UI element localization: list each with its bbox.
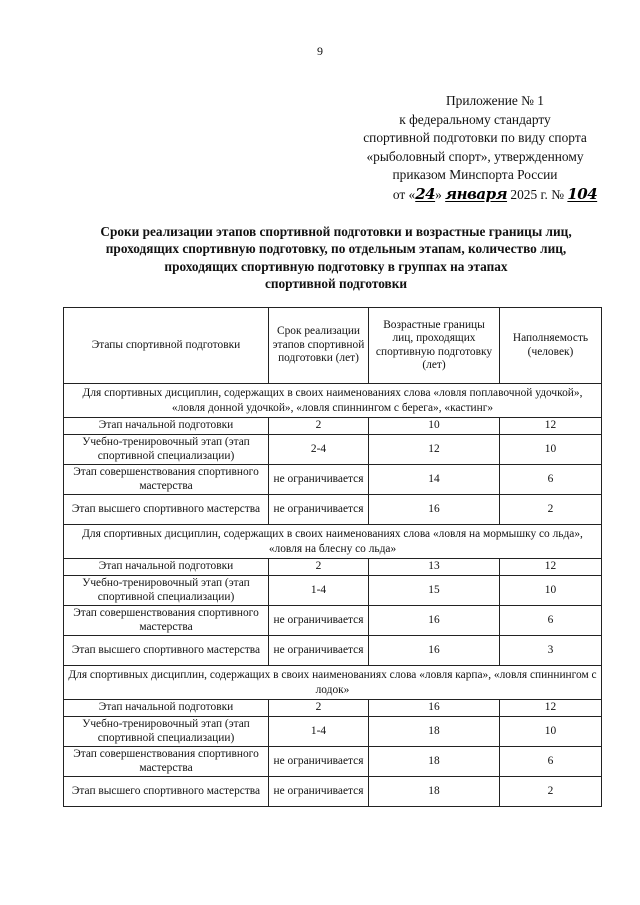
table-row: [64, 576, 602, 606]
age-cell: 16: [369, 495, 500, 525]
header-term: Срок реализации этапов спортивной подготовки (лет): [269, 308, 369, 384]
table-row: [64, 465, 602, 495]
size-cell: 2: [500, 777, 602, 807]
age-cell: 18: [369, 747, 500, 777]
stage-cell: Этап совершенствования спортивного мастерства: [64, 465, 269, 495]
term-cell: 1-4: [269, 717, 369, 747]
size-cell: 6: [500, 606, 602, 636]
section-heading-row: [64, 666, 602, 700]
handwritten-day: 24: [415, 184, 436, 203]
header-stage: Этапы спортивной подготовки: [64, 308, 269, 384]
size-cell: 6: [500, 747, 602, 777]
appendix-line: «рыболовный спорт», утвержденному: [366, 148, 584, 164]
title-line: проходящих спортивную подготовку в группах на этапах: [164, 258, 508, 274]
size-cell: 3: [500, 636, 602, 666]
handwritten-month: января: [445, 184, 508, 203]
stage-cell: Учебно-тренировочный этап (этап спортивной специализации): [64, 717, 269, 747]
section-heading-row: [64, 525, 602, 559]
table-row: [64, 777, 602, 807]
date-mid: »: [435, 186, 442, 202]
size-cell: 12: [500, 418, 602, 435]
stage-cell: Этап высшего спортивного мастерства: [64, 777, 269, 807]
age-cell: 13: [369, 559, 500, 576]
term-cell: 2: [269, 418, 369, 435]
appendix-line: спортивной подготовки по виду спорта: [363, 130, 587, 145]
size-cell: 12: [500, 559, 602, 576]
section-heading-row: [64, 384, 602, 418]
size-cell: 10: [500, 576, 602, 606]
table-row: [64, 495, 602, 525]
stage-cell: Этап совершенствования спортивного мастерства: [64, 606, 269, 636]
size-cell: 6: [500, 465, 602, 495]
age-cell: 15: [369, 576, 500, 606]
training-stages-table: [63, 307, 602, 807]
table-row: [64, 700, 602, 717]
table-row: [64, 717, 602, 747]
table-row: [64, 559, 602, 576]
table-row: [64, 606, 602, 636]
document-title: [40, 223, 632, 293]
header-size: Наполняемость (человек): [500, 308, 602, 384]
term-cell: 2-4: [269, 435, 369, 465]
age-cell: 18: [369, 717, 500, 747]
size-cell: 10: [500, 717, 602, 747]
term-cell: не ограничивается: [269, 636, 369, 666]
term-cell: не ограничивается: [269, 465, 369, 495]
appendix-title: Приложение № 1: [445, 93, 545, 108]
term-cell: не ограничивается: [269, 777, 369, 807]
age-cell: 14: [369, 465, 500, 495]
term-cell: не ограничивается: [269, 747, 369, 777]
appendix-block: [330, 92, 620, 204]
age-cell: 16: [369, 606, 500, 636]
term-cell: 1-4: [269, 576, 369, 606]
term-cell: не ограничивается: [269, 495, 369, 525]
stage-cell: Учебно-тренировочный этап (этап спортивной специализации): [64, 576, 269, 606]
header-age: Возрастные границы лиц, проходящих спортивную подготовку (лет): [369, 308, 500, 384]
order-date-line: [350, 185, 640, 205]
stage-cell: Этап высшего спортивного мастерства: [64, 636, 269, 666]
title-line: проходящих спортивную подготовку, по отдельным этапам, количество лиц,: [105, 241, 567, 257]
size-cell: 2: [500, 495, 602, 525]
term-cell: не ограничивается: [269, 606, 369, 636]
term-cell: 2: [269, 700, 369, 717]
stage-cell: Этап начальной подготовки: [64, 418, 269, 435]
date-prefix: от «: [392, 186, 416, 202]
table-row: [64, 418, 602, 435]
section-heading: Для спортивных дисциплин, содержащих в своих наименованиях слова «ловля поплавочной удочкой», «ловля донной удочкой», «ловля спиннингом с берега», «кастинг»: [64, 384, 602, 418]
age-cell: 18: [369, 777, 500, 807]
size-cell: 12: [500, 700, 602, 717]
stage-cell: Учебно-тренировочный этап (этап спортивной специализации): [64, 435, 269, 465]
table-row: [64, 435, 602, 465]
stage-cell: Этап высшего спортивного мастерства: [64, 495, 269, 525]
stage-cell: Этап совершенствования спортивного мастерства: [64, 747, 269, 777]
date-year: 2025 г. №: [510, 186, 564, 202]
appendix-line: приказом Минспорта России: [392, 167, 558, 182]
age-cell: 16: [369, 636, 500, 666]
age-cell: 12: [369, 435, 500, 465]
table-header-row: [64, 308, 602, 384]
age-cell: 16: [369, 700, 500, 717]
stage-cell: Этап начальной подготовки: [64, 559, 269, 576]
title-line: спортивной подготовки: [264, 276, 408, 292]
handwritten-doc-number: 104: [567, 184, 598, 203]
title-line: Сроки реализации этапов спортивной подготовки и возрастные границы лиц,: [100, 224, 572, 239]
table-row: [64, 636, 602, 666]
term-cell: 2: [269, 559, 369, 576]
size-cell: 10: [500, 435, 602, 465]
stage-cell: Этап начальной подготовки: [64, 700, 269, 717]
section-heading: Для спортивных дисциплин, содержащих в своих наименованиях слова «ловля на мормышку со льда», «ловля на блесну со льда»: [64, 525, 602, 559]
table-row: [64, 747, 602, 777]
page-number: 9: [317, 44, 323, 58]
age-cell: 10: [369, 418, 500, 435]
appendix-line: к федеральному стандарту: [399, 111, 551, 127]
section-heading: Для спортивных дисциплин, содержащих в своих наименованиях слова «ловля карпа», «ловля спиннингом с лодок»: [64, 666, 602, 700]
